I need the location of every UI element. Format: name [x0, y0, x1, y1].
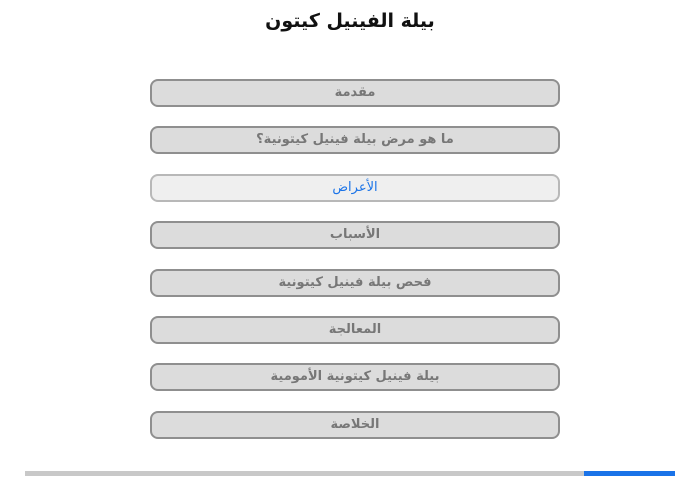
menu-item-treatment[interactable]: المعالجة: [150, 316, 560, 344]
menu-item-conclusion[interactable]: الخلاصة: [150, 411, 560, 439]
page-title: بيلة الفينيل كيتون: [265, 10, 435, 32]
menu-item-maternal-pku[interactable]: بيلة فينيل كيتونية الأمومية: [150, 363, 560, 391]
menu-item-what-is-pku[interactable]: ما هو مرض بيلة فينيل كيتونية؟: [150, 126, 560, 154]
menu-item-introduction[interactable]: مقدمة: [150, 79, 560, 107]
progress-bar-fill: [584, 471, 675, 476]
navigation-menu: [150, 79, 560, 458]
progress-bar: [25, 471, 675, 476]
menu-item-causes[interactable]: الأسباب: [150, 221, 560, 249]
menu-item-pku-screening[interactable]: فحص بيلة فينيل كيتونية: [150, 269, 560, 297]
menu-item-symptoms[interactable]: الأعراض: [150, 174, 560, 202]
